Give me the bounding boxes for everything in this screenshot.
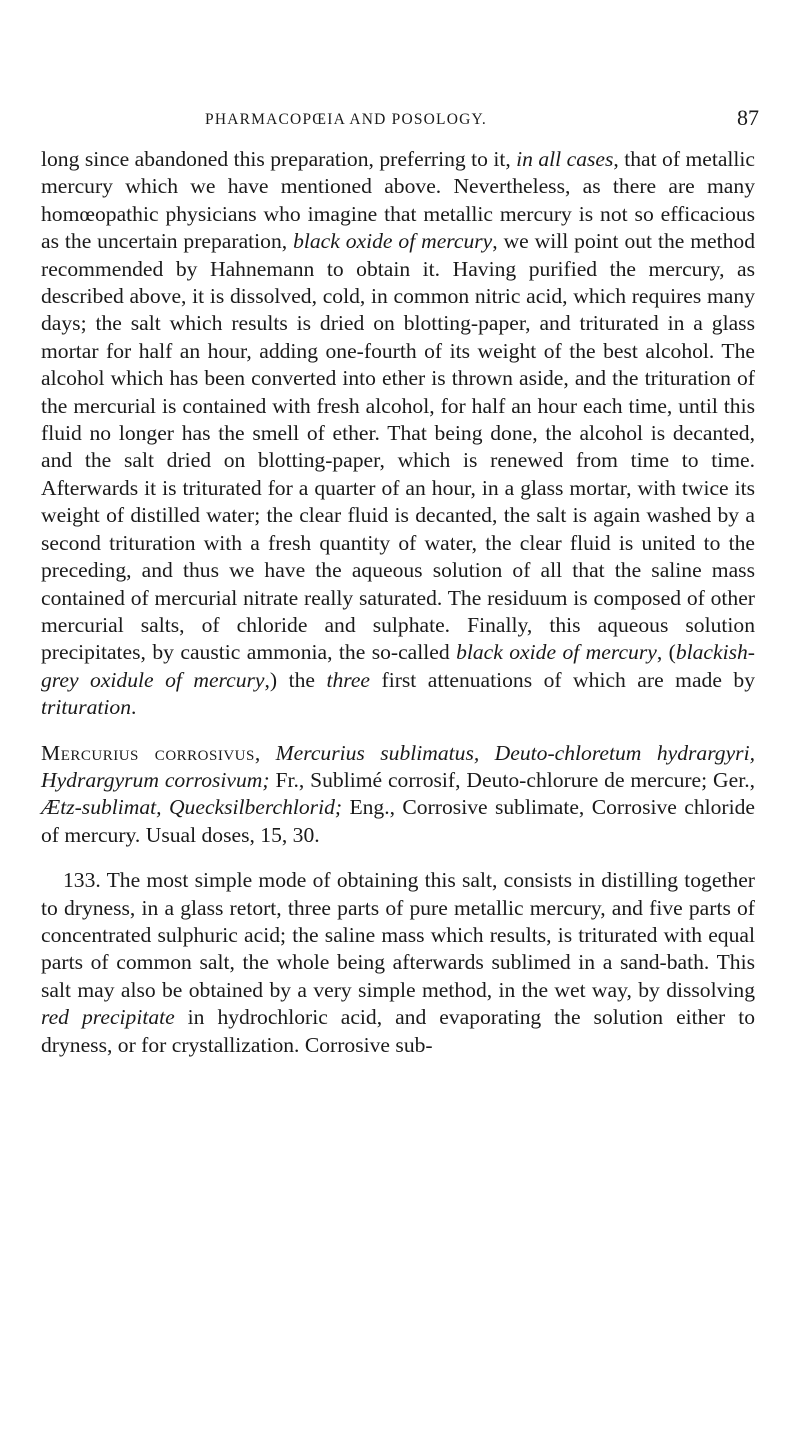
text-run: . bbox=[131, 695, 137, 720]
body-text bbox=[41, 146, 755, 1059]
italic-run: black oxide of mercury bbox=[293, 229, 493, 254]
text-run: Eng., Corrosive sublimate, Corrosive chloride of mercury. Usual doses, 15, 30. bbox=[41, 795, 755, 847]
text-run: Fr., Sublimé corrosif, Deuto-chlorure de mercure; Ger., bbox=[269, 767, 755, 792]
text-run: first attenuations of which are made by bbox=[370, 667, 755, 692]
page-number: 87 bbox=[737, 105, 759, 130]
paragraph-black-oxide-preparation bbox=[41, 146, 755, 722]
italic-run: red precipitate bbox=[41, 1005, 175, 1030]
text-run: long since abandoned this preparation, preferring to it, bbox=[41, 147, 517, 171]
italic-run: trituration bbox=[41, 695, 131, 720]
italic-run: Ætz-sublimat, Quecksilberchlorid; bbox=[41, 795, 343, 820]
italic-run: in all cases bbox=[516, 147, 614, 171]
page-header bbox=[40, 105, 761, 135]
text-run: ,) the bbox=[264, 667, 327, 692]
running-title: PHARMACOPŒIA AND POSOLOGY. bbox=[205, 111, 487, 128]
entry-heading: Mercurius corrosivus bbox=[41, 740, 255, 765]
italic-run: blackish-grey oxidule of mercury bbox=[41, 640, 755, 692]
italic-run: three bbox=[326, 667, 371, 692]
italic-run: black oxide of mercury bbox=[456, 640, 657, 665]
paragraph-133 bbox=[41, 867, 755, 1059]
text-run: , that of metallic mercury which we have mentioned above. Nevertheless, as there are many homœopathic physicians who imagine that metallic mercury is not so efficacious as the uncertain preparation, bbox=[41, 147, 755, 254]
text-run: , bbox=[254, 740, 276, 765]
text-run: , we will point out the method recommended by Hahnemann to obtain it. Having purified the mercury, as described above, it is dissolved, cold, in common nitric acid, which requires many days; the salt which results is dried on blotting-paper, and triturated in a glass mortar for half an hour, adding one-fourth of its weight of the best alcohol. The alcohol which has been converted into ether is thrown aside, and the trituration of the mercurial is contained with fresh alcohol, for half an hour each time, until this fluid no longer has the smell of ether. That being done, the alcohol is decanted, and the salt dried on blotting-paper, which is renewed from time to time. Afterwards it is triturated for a quarter of an hour, in a glass mortar, with twice its weight of distilled water; the clear fluid is decanted, the salt is again washed by a second trituration with a fresh quantity of water, the clear fluid is united to the preceding, and thus we have the aqueous solution of all that the saline mass contained of mercurial nitrate really saturated. The residuum is composed of other mercurial salts, of chloride and sulphate. Finally, this aqueous solution precipitates, by caustic ammonia, the so-called bbox=[41, 229, 756, 665]
italic-run: Mercurius sublimatus, Deuto-chloretum hydrargyri, Hydrargyrum corrosivum; bbox=[41, 740, 755, 792]
text-run: in hydrochloric acid, and evaporating the solution either to dryness, or for crystallization. Corrosive sub- bbox=[41, 1005, 755, 1057]
paragraph-mercurius-corrosivus-entry bbox=[41, 740, 755, 850]
text-run: 133. The most simple mode of obtaining this salt, consists in distilling together to dryness, in a glass retort, three parts of pure metallic mercury, and five parts of concentrated sulphuric acid; the saline mass which results, is triturated with equal parts of common salt, the whole being afterwards sublimed in a sand-bath. This salt may also be obtained by a very simple method, in the wet way, by dissolving bbox=[41, 868, 755, 1002]
text-run: , ( bbox=[656, 640, 676, 665]
